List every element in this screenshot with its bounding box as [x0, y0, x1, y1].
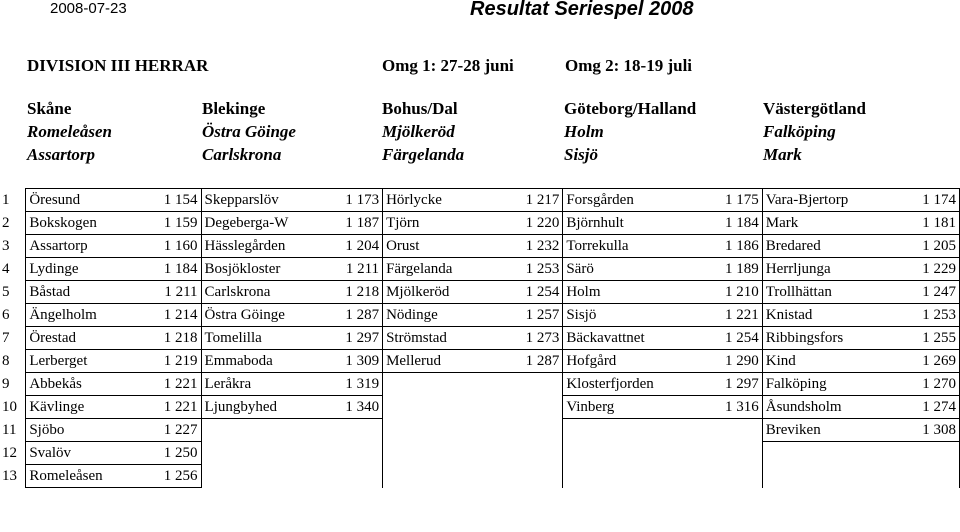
row-rank: 5	[2, 283, 10, 300]
row-rank: 7	[2, 329, 10, 346]
club-name: Forsgården	[563, 189, 709, 212]
club-score: 1 274	[908, 396, 959, 419]
club-name: Östra Göinge	[201, 304, 328, 327]
club-name: Vara-Bjertorp	[762, 189, 908, 212]
group-host-round2: Mark	[763, 145, 802, 164]
row-rank: 13	[2, 467, 17, 484]
club-score: 1 232	[509, 235, 563, 258]
club-score: 1 297	[328, 327, 382, 350]
club-score: 1 220	[509, 212, 563, 235]
club-name: Skepparslöv	[201, 189, 328, 212]
club-score: 1 219	[151, 350, 201, 373]
club-score: 1 221	[709, 304, 762, 327]
club-score: 1 154	[151, 189, 201, 212]
report-date: 2008-07-23	[50, 0, 127, 17]
report-title: Resultat Seriespel 2008	[470, 0, 694, 20]
club-name: Lydinge	[26, 258, 151, 281]
club-name: Romeleåsen	[26, 465, 151, 488]
club-score: 1 210	[709, 281, 762, 304]
club-name: Trollhättan	[762, 281, 908, 304]
club-name	[563, 442, 709, 465]
club-name	[563, 465, 709, 488]
group-region: Blekinge	[202, 99, 266, 118]
club-score: 1 214	[151, 304, 201, 327]
club-score: 1 287	[509, 350, 563, 373]
club-name: Mjölkeröd	[383, 281, 509, 304]
club-name: Ribbingsfors	[762, 327, 908, 350]
club-score: 1 255	[908, 327, 959, 350]
club-score	[328, 419, 382, 442]
club-name: Assartorp	[26, 235, 151, 258]
club-name: Särö	[563, 258, 709, 281]
club-score: 1 187	[328, 212, 382, 235]
table-row	[0, 212, 960, 235]
club-score: 1 175	[709, 189, 762, 212]
group-header-blekinge	[202, 97, 296, 166]
club-name: Orust	[383, 235, 509, 258]
club-score: 1 221	[151, 396, 201, 419]
group-region: Bohus/Dal	[382, 99, 458, 118]
club-score	[509, 419, 563, 442]
club-name: Tjörn	[383, 212, 509, 235]
club-name: Sisjö	[563, 304, 709, 327]
club-score: 1 204	[328, 235, 382, 258]
club-name: Holm	[563, 281, 709, 304]
club-score: 1 319	[328, 373, 382, 396]
group-header-skane	[27, 97, 112, 166]
club-score	[908, 442, 959, 465]
club-score: 1 256	[151, 465, 201, 488]
results-table	[0, 188, 960, 488]
club-score: 1 205	[908, 235, 959, 258]
group-region: Västergötland	[763, 99, 866, 118]
row-rank: 9	[2, 375, 10, 392]
club-name	[201, 465, 328, 488]
club-score: 1 174	[908, 189, 959, 212]
club-name: Örestad	[26, 327, 151, 350]
round-2-dates: Omg 2: 18-19 juli	[565, 56, 693, 75]
row-rank: 6	[2, 306, 10, 323]
club-score	[709, 465, 762, 488]
club-name	[383, 373, 509, 396]
club-score	[328, 442, 382, 465]
club-score: 1 297	[709, 373, 762, 396]
club-name	[563, 419, 709, 442]
group-header-bohus-dal	[382, 97, 464, 166]
club-name: Breviken	[762, 419, 908, 442]
row-rank: 1	[2, 191, 10, 208]
group-host-round2: Assartorp	[27, 145, 96, 164]
club-score: 1 254	[509, 281, 563, 304]
club-score: 1 217	[509, 189, 563, 212]
club-name	[201, 419, 328, 442]
group-header-goteborg-halland	[564, 97, 696, 166]
club-name: Båstad	[26, 281, 151, 304]
club-score: 1 257	[509, 304, 563, 327]
club-name: Abbekås	[26, 373, 151, 396]
group-host-round2: Sisjö	[564, 145, 599, 164]
group-region: Skåne	[27, 99, 72, 118]
row-rank: 10	[2, 398, 17, 415]
club-score: 1 253	[908, 304, 959, 327]
club-name: Åsundsholm	[762, 396, 908, 419]
group-host-round1: Romeleåsen	[27, 122, 112, 141]
club-name: Mellerud	[383, 350, 509, 373]
club-score: 1 250	[151, 442, 201, 465]
row-rank: 2	[2, 214, 10, 231]
table-row	[0, 258, 960, 281]
club-name: Torrekulla	[563, 235, 709, 258]
row-rank: 3	[2, 237, 10, 254]
club-name: Hörlycke	[383, 189, 509, 212]
club-name: Falköping	[762, 373, 908, 396]
club-name: Bäckavattnet	[563, 327, 709, 350]
club-name	[383, 465, 509, 488]
club-score: 1 218	[328, 281, 382, 304]
group-host-round2: Carlskrona	[202, 145, 282, 164]
club-name: Leråkra	[201, 373, 328, 396]
club-name	[383, 442, 509, 465]
table-row	[0, 281, 960, 304]
group-host-round2: Färgelanda	[382, 145, 465, 164]
club-score: 1 229	[908, 258, 959, 281]
table-row	[0, 235, 960, 258]
club-score: 1 227	[151, 419, 201, 442]
club-score	[509, 465, 563, 488]
club-name: Emmaboda	[201, 350, 328, 373]
round-1-dates: Omg 1: 27-28 juni	[382, 56, 514, 75]
club-name: Knistad	[762, 304, 908, 327]
table-row	[0, 419, 960, 442]
club-score: 1 308	[908, 419, 959, 442]
club-name: Öresund	[26, 189, 151, 212]
group-header-vastergotland	[763, 97, 866, 166]
table-row	[0, 442, 960, 465]
club-score: 1 181	[908, 212, 959, 235]
club-score: 1 269	[908, 350, 959, 373]
club-name: Ängelholm	[26, 304, 151, 327]
club-score: 1 189	[709, 258, 762, 281]
club-score: 1 254	[709, 327, 762, 350]
club-score: 1 184	[151, 258, 201, 281]
club-score: 1 160	[151, 235, 201, 258]
club-score: 1 186	[709, 235, 762, 258]
club-score: 1 184	[709, 212, 762, 235]
group-host-round1: Holm	[564, 122, 604, 141]
club-name: Kind	[762, 350, 908, 373]
club-score	[328, 465, 382, 488]
table-row	[0, 465, 960, 488]
club-score: 1 211	[151, 281, 201, 304]
club-score: 1 218	[151, 327, 201, 350]
club-score	[908, 465, 959, 488]
club-name	[201, 442, 328, 465]
club-name: Hofgård	[563, 350, 709, 373]
club-name: Svalöv	[26, 442, 151, 465]
division-heading: DIVISION III HERRAR	[27, 56, 209, 75]
row-rank: 12	[2, 444, 17, 461]
club-score: 1 211	[328, 258, 382, 281]
club-score: 1 287	[328, 304, 382, 327]
club-name	[762, 465, 908, 488]
club-score: 1 221	[151, 373, 201, 396]
group-host-round1: Östra Göinge	[202, 122, 296, 141]
club-score	[709, 442, 762, 465]
club-name: Mark	[762, 212, 908, 235]
table-row	[0, 396, 960, 419]
results-body	[0, 189, 960, 488]
group-region: Göteborg/Halland	[564, 99, 697, 118]
club-score: 1 316	[709, 396, 762, 419]
club-name: Bredared	[762, 235, 908, 258]
club-score: 1 290	[709, 350, 762, 373]
group-host-round1: Falköping	[763, 122, 836, 141]
club-name: Herrljunga	[762, 258, 908, 281]
club-name: Carlskrona	[201, 281, 328, 304]
club-score	[509, 373, 563, 396]
club-name: Nödinge	[383, 304, 509, 327]
club-score: 1 340	[328, 396, 382, 419]
club-score: 1 247	[908, 281, 959, 304]
club-score: 1 159	[151, 212, 201, 235]
club-score	[509, 442, 563, 465]
club-name: Tomelilla	[201, 327, 328, 350]
club-score: 1 173	[328, 189, 382, 212]
club-name	[383, 396, 509, 419]
row-rank: 8	[2, 352, 10, 369]
row-rank: 11	[2, 421, 17, 438]
club-score: 1 270	[908, 373, 959, 396]
table-row	[0, 350, 960, 373]
club-name: Färgelanda	[383, 258, 509, 281]
club-name: Kävlinge	[26, 396, 151, 419]
club-name: Lerberget	[26, 350, 151, 373]
club-name: Vinberg	[563, 396, 709, 419]
club-score: 1 309	[328, 350, 382, 373]
club-name	[762, 442, 908, 465]
club-name: Klosterfjorden	[563, 373, 709, 396]
club-name: Bosjökloster	[201, 258, 328, 281]
club-score: 1 273	[509, 327, 563, 350]
club-name: Degeberga-W	[201, 212, 328, 235]
group-host-round1: Mjölkeröd	[382, 122, 455, 141]
club-score	[709, 419, 762, 442]
club-name	[383, 419, 509, 442]
club-name: Hässlegården	[201, 235, 328, 258]
club-name: Bokskogen	[26, 212, 151, 235]
row-rank: 4	[2, 260, 10, 277]
club-name: Ljungbyhed	[201, 396, 328, 419]
table-row	[0, 189, 960, 212]
table-row	[0, 304, 960, 327]
club-score	[509, 396, 563, 419]
club-name: Sjöbo	[26, 419, 151, 442]
club-name: Björnhult	[563, 212, 709, 235]
table-row	[0, 373, 960, 396]
club-name: Strömstad	[383, 327, 509, 350]
club-score: 1 253	[509, 258, 563, 281]
table-row	[0, 327, 960, 350]
